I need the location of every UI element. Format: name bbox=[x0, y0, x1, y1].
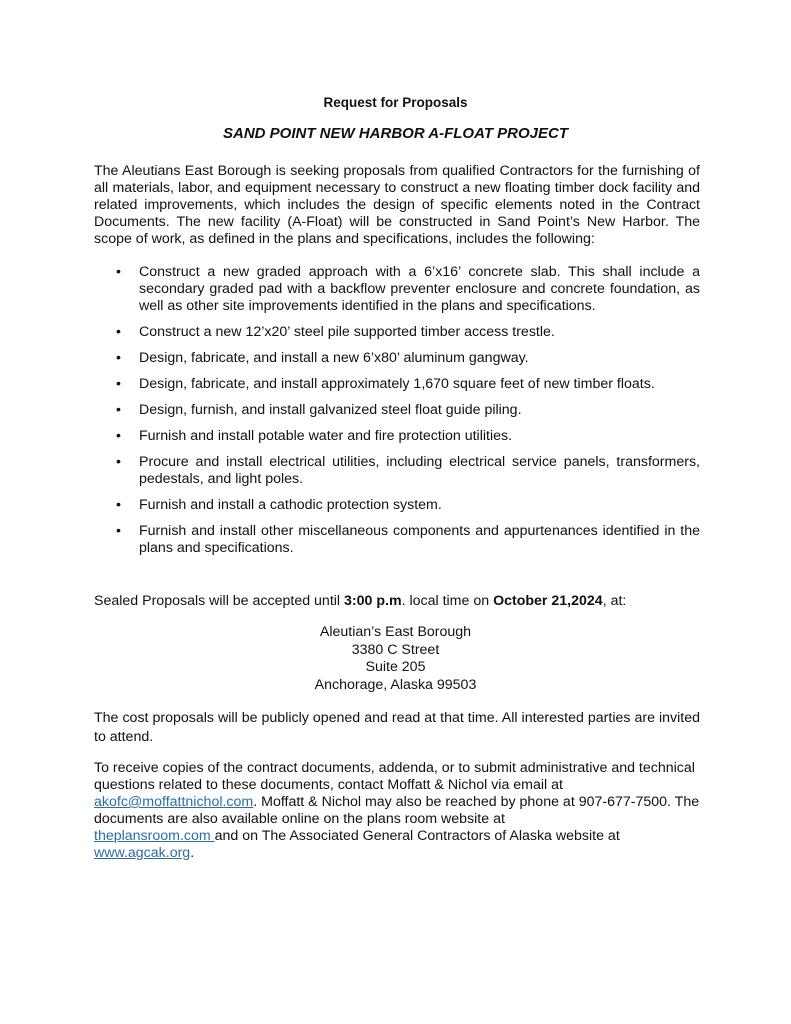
deadline-time: 3:00 p.m bbox=[344, 593, 402, 609]
mailing-address bbox=[0, 624, 791, 694]
intro-paragraph: The Aleutians East Borough is seeking proposals from qualified Contractors for the furnishing of all materials, labor, and equipment necessary to construct a new floating timber dock facility and related improvements, which includes the design of specific elements noted in the Contract Documents. The new facility (A-Float) will be constructed in Sand Point’s New Harbor. The scope of work, as defined in the plans and specifications, includes the following: bbox=[94, 163, 700, 247]
project-heading: SAND POINT NEW HARBOR A-FLOAT PROJECT bbox=[223, 125, 568, 142]
bullet-icon: • bbox=[116, 454, 121, 470]
address-line: Aleutian’s East Borough bbox=[319, 624, 472, 640]
scope-item bbox=[116, 454, 700, 488]
bullet-icon: • bbox=[116, 523, 121, 539]
address-line: Suite 205 bbox=[365, 659, 426, 675]
scope-item-text: Design, fabricate, and install a new 6’x80’ aluminum gangway. bbox=[139, 350, 529, 366]
deadline-middle: . local time on bbox=[401, 593, 494, 609]
address-line: 3380 C Street bbox=[351, 641, 440, 658]
scope-item-text: Procure and install electrical utilities, including electrical service panels, transformers, pedestals, and light poles. bbox=[139, 454, 700, 487]
scope-item-text: Design, fabricate, and install approximately 1,670 square feet of new timber floats. bbox=[139, 376, 655, 392]
bullet-icon: • bbox=[116, 402, 121, 418]
bullet-icon: • bbox=[116, 324, 121, 340]
email-link[interactable]: akofc@moffattnichol.com bbox=[94, 794, 254, 810]
address-line: Anchorage, Alaska 99503 bbox=[314, 676, 477, 693]
deadline-date: October 21,2024 bbox=[493, 593, 603, 609]
contact-text: . Moffatt & Nichol may also be reached by phone at 907-677-7500. The documents are also available online on the plans room website at bbox=[94, 794, 700, 827]
scope-item bbox=[116, 376, 700, 393]
contact-text: and on The Associated General Contractors of Alaska website at bbox=[214, 828, 620, 844]
scope-item bbox=[116, 350, 700, 367]
agc-link[interactable]: www.agcak.org bbox=[94, 845, 191, 861]
bullet-icon: • bbox=[116, 350, 121, 366]
plansroom-link[interactable]: theplansroom.com bbox=[94, 828, 215, 844]
deadline-prefix: Sealed Proposals will be accepted until bbox=[94, 593, 345, 609]
bullet-icon: • bbox=[116, 264, 121, 280]
bullet-icon: • bbox=[116, 376, 121, 392]
opening-paragraph: The cost proposals will be publicly opened and read at that time. All interested parties are invited to attend. bbox=[94, 710, 700, 745]
document-title: Request for Proposals bbox=[323, 95, 468, 110]
bullet-icon: • bbox=[116, 497, 121, 513]
deadline-suffix: , at: bbox=[602, 593, 627, 609]
scope-item bbox=[116, 497, 700, 514]
scope-item bbox=[116, 324, 700, 341]
scope-item-text: Furnish and install potable water and fire protection utilities. bbox=[139, 428, 513, 444]
scope-list bbox=[116, 264, 700, 566]
bullet-icon: • bbox=[116, 428, 121, 444]
scope-item-text: Construct a new graded approach with a 6’x16’ concrete slab. This shall include a secondary graded pad with a backflow preventer enclosure and concrete foundation, as well as other site improvements identified in the plans and specifications. bbox=[139, 264, 700, 314]
scope-item bbox=[116, 523, 700, 557]
scope-item-text: Furnish and install other miscellaneous components and appurtenances identified in the plans and specifications. bbox=[139, 523, 700, 556]
scope-item-text: Furnish and install a cathodic protection system. bbox=[139, 497, 442, 513]
scope-item bbox=[116, 264, 700, 315]
submission-deadline bbox=[94, 593, 700, 610]
scope-item bbox=[116, 428, 700, 445]
scope-item-text: Construct a new 12’x20’ steel pile supported timber access trestle. bbox=[139, 324, 555, 340]
contact-text: To receive copies of the contract documents, addenda, or to submit administrative and technical questions related to these documents, contact Moffatt & Nichol via email at bbox=[94, 760, 695, 793]
scope-item bbox=[116, 402, 700, 419]
contact-text: . bbox=[190, 845, 195, 861]
scope-item-text: Design, furnish, and install galvanized steel float guide piling. bbox=[139, 402, 522, 418]
contact-paragraph bbox=[94, 760, 700, 862]
